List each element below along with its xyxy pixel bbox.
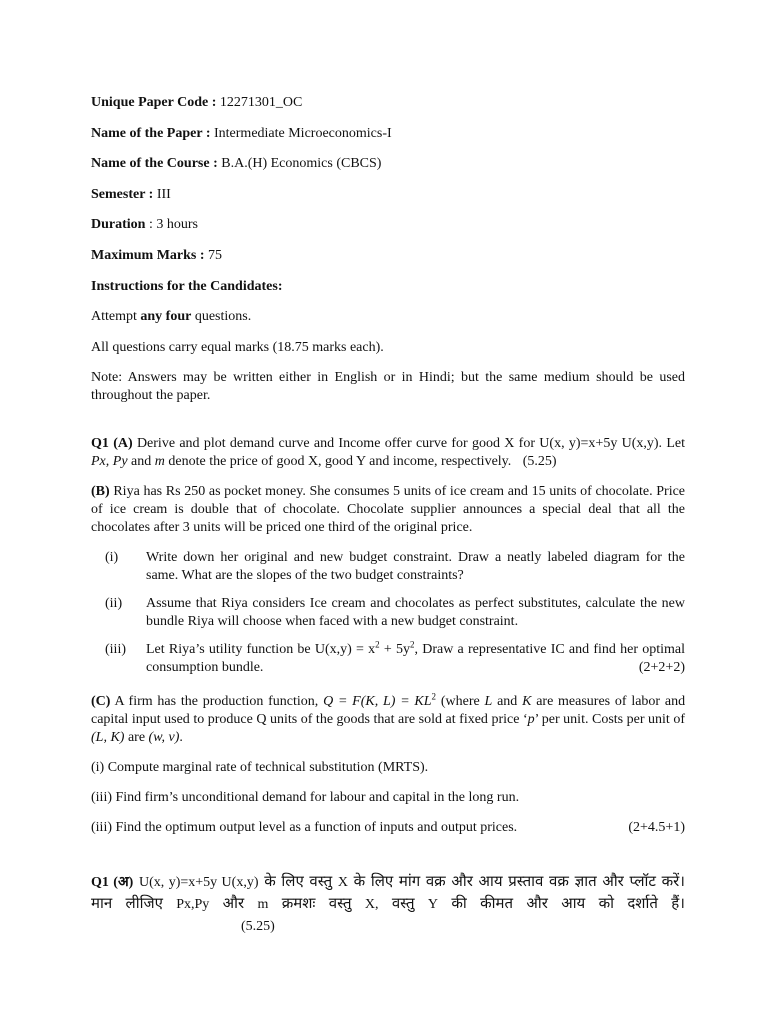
course-line bbox=[91, 155, 685, 173]
semester-label: Semester : bbox=[91, 186, 154, 202]
semester: III bbox=[156, 186, 171, 202]
max-marks-label: Maximum Marks : bbox=[91, 247, 205, 263]
exam-content bbox=[91, 94, 685, 952]
marks: (2+4.5+1) bbox=[628, 820, 685, 836]
question-1c-sub-2: (iii) Find firm’s unconditional demand for labour and capital in the long run. bbox=[91, 790, 520, 806]
max-marks: 75 bbox=[208, 247, 223, 263]
marks: (2+2+2) bbox=[638, 660, 685, 676]
question-label: Q1 (अ) bbox=[91, 875, 134, 891]
paper-code: 12271301_OC bbox=[219, 95, 303, 110]
semester-line bbox=[91, 186, 685, 204]
course-label: Name of the Course : bbox=[91, 156, 218, 172]
course: B.A.(H) Economics (CBCS) bbox=[221, 156, 382, 172]
duration-line bbox=[91, 216, 685, 234]
question-1c: (C) A firm has the production function, Q = F(K, $L) = KL^2$ (where L and K are measures of labor and capital input used to produce Q units of the goods that are sold at fixed price ‘p’ per unit. Costs per unit of (L, K) are (w, v). bbox=[91, 691, 686, 746]
question-1c-sub-3: (iii) Find the optimum output level as a function of inputs and output prices. (2+4.5+1) bbox=[91, 820, 685, 836]
question-1b-part-iii: (iii) Let Riya’s utility function be $U(x,y) = x^2 + 5y^2$, Draw a representative IC and find her optimal consumption bundle. (2+2+2) bbox=[105, 639, 685, 676]
paper-name-line bbox=[91, 125, 685, 143]
marks: (5.25) bbox=[522, 454, 557, 470]
marks: (5.25) bbox=[241, 919, 275, 935]
question-1b-part-i: (i) Write down her original and new budget constraint. Draw a neatly labeled diagram for the same. What are the slopes of the two budget constraints? bbox=[105, 550, 685, 584]
paper-code-line bbox=[91, 94, 685, 112]
duration-label: Duration bbox=[91, 217, 146, 233]
question-1b: (B) Riya has Rs 250 as pocket money. She consumes 5 units of ice cream and 15 units of chocolate. Price of ice cream is double that of chocolate. Chocolate supplier announces a special deal that all the chocolates after 3 units will be priced one third of the original price. bbox=[91, 484, 686, 536]
question-label: (B) bbox=[91, 484, 110, 500]
question-label: (C) bbox=[91, 694, 111, 710]
question-1b-part-ii: (ii) Assume that Riya considers Ice cream and chocolates as perfect substitutes, calculate the new bundle Riya will choose when faced with a new budget constraint. bbox=[105, 596, 685, 630]
paper-name-label: Name of the Paper : bbox=[91, 125, 211, 141]
question-1a: Q1 (A) Derive and plot demand curve and Income offer curve for good X for U(x, y)=x+5y U(x,y). Let Px, Py and m denote the price of good X, good Y and income, respectively. (5.25) bbox=[91, 436, 686, 470]
paper-code-label: Unique Paper Code : bbox=[91, 95, 217, 110]
question-label: Q1 (A) bbox=[91, 436, 133, 452]
paper-name: Intermediate Microeconomics-I bbox=[214, 125, 392, 141]
attempt-instruction: Attempt any four questions. bbox=[91, 309, 252, 325]
max-marks-line bbox=[91, 247, 685, 265]
duration: : 3 hours bbox=[148, 217, 198, 233]
equal-marks-instruction: All questions carry equal marks (18.75 marks each). bbox=[91, 339, 384, 355]
medium-note: Note: Answers may be written either in English or in Hindi; but the same medium should be used throughout the paper. bbox=[91, 370, 685, 404]
instructions-heading: Instructions for the Candidates: bbox=[91, 278, 283, 294]
question-1a-hindi: Q1 (अ) U(x, y)=x+5y U(x,y) के लिए वस्तु X के लिए मांग वक्र और आय प्रस्ताव वक्र ज्ञात और प्लॉट करें। मान लीजिए Px,Py और m क्रमशः वस्तु X, वस्तु Y की कीमत और आय को दर्शाते हैं। (5.25) bbox=[91, 872, 685, 935]
question-1c-sub-1: (i) Compute marginal rate of technical substitution (MRTS). bbox=[91, 760, 429, 776]
